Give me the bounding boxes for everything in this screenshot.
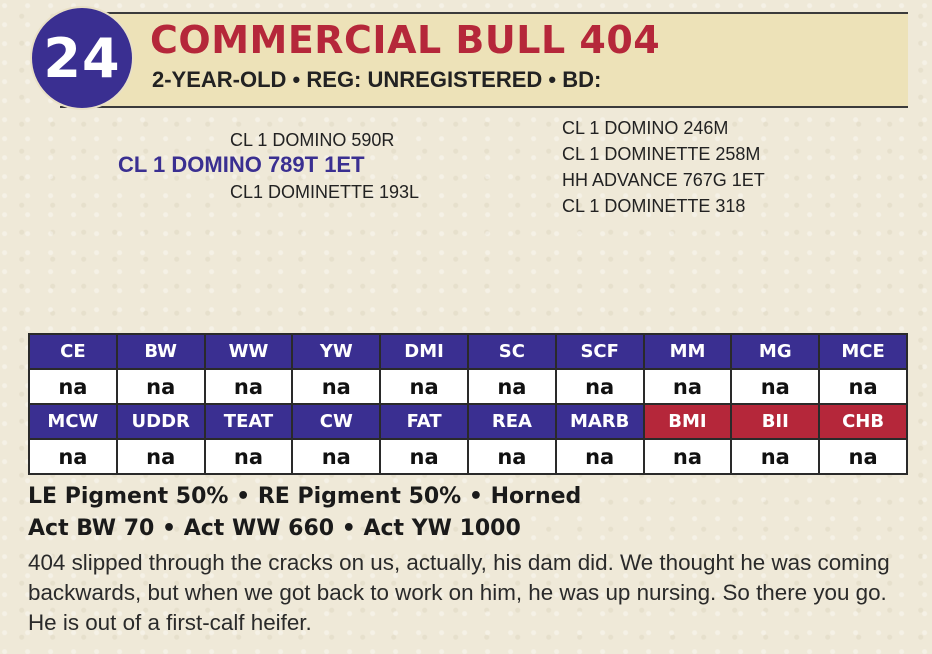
epd-header: REA (468, 404, 556, 439)
pigment-traits-line: LE Pigment 50% • RE Pigment 50% • Horned (28, 484, 582, 509)
epd-value: na (117, 369, 205, 404)
index-header: BII (731, 404, 819, 439)
epd-header: YW (292, 334, 380, 369)
epd-header: SC (468, 334, 556, 369)
epd-header: CE (29, 334, 117, 369)
pedigree-sire-dam: CL1 DOMINETTE 193L (230, 182, 420, 202)
epd-value: na (292, 369, 380, 404)
epd-value: na (819, 369, 907, 404)
epd-header: CW (292, 404, 380, 439)
epd-value: na (644, 369, 732, 404)
epd-value: na (380, 369, 468, 404)
pedigree-sire-sire: CL 1 DOMINO 590R (230, 130, 395, 150)
lot-number-badge: 24 (30, 6, 134, 110)
lot-subtitle: 2-YEAR-OLD • REG: UNREGISTERED • BD: (152, 67, 602, 92)
epd-header: UDDR (117, 404, 205, 439)
pedigree-right-3: HH ADVANCE 767G 1ET (562, 170, 765, 190)
epd-value-row-1 (29, 369, 907, 404)
epd-header: BW (117, 334, 205, 369)
epd-header: MCW (29, 404, 117, 439)
epd-value: na (380, 439, 468, 474)
epd-value: na (292, 439, 380, 474)
epd-value-row-2 (29, 439, 907, 474)
epd-header: WW (205, 334, 293, 369)
epd-header: MARB (556, 404, 644, 439)
epd-header: MG (731, 334, 819, 369)
lot-description: 404 slipped through the cracks on us, actually, his dam did. We thought he was coming backwards, but when we got back to work on him, he was up nursing. So there you go. He is out of a first-calf heifer. (28, 550, 890, 635)
pedigree-sire: CL 1 DOMINO 789T 1ET (118, 152, 365, 177)
epd-header: MCE (819, 334, 907, 369)
pedigree-right-4: CL 1 DOMINETTE 318 (562, 196, 746, 216)
epd-header-row-2 (29, 404, 907, 439)
epd-value: na (468, 439, 556, 474)
epd-value: na (556, 369, 644, 404)
epd-header: TEAT (205, 404, 293, 439)
epd-value: na (117, 439, 205, 474)
epd-value: na (731, 439, 819, 474)
epd-value: na (819, 439, 907, 474)
epd-value: na (556, 439, 644, 474)
pedigree-right-2: CL 1 DOMINETTE 258M (562, 144, 761, 164)
epd-header: MM (644, 334, 732, 369)
index-header: BMI (644, 404, 732, 439)
epd-value: na (644, 439, 732, 474)
epd-table (28, 333, 908, 475)
epd-value: na (29, 439, 117, 474)
epd-value: na (205, 369, 293, 404)
actual-weights-line: Act BW 70 • Act WW 660 • Act YW 1000 (28, 516, 521, 541)
epd-value: na (29, 369, 117, 404)
lot-title: COMMERCIAL BULL 404 (150, 18, 661, 62)
epd-header: SCF (556, 334, 644, 369)
pedigree-right-1: CL 1 DOMINO 246M (562, 118, 729, 138)
epd-header-row-1 (29, 334, 907, 369)
epd-value: na (731, 369, 819, 404)
index-header: CHB (819, 404, 907, 439)
epd-value: na (205, 439, 293, 474)
epd-header: FAT (380, 404, 468, 439)
epd-value: na (468, 369, 556, 404)
epd-header: DMI (380, 334, 468, 369)
